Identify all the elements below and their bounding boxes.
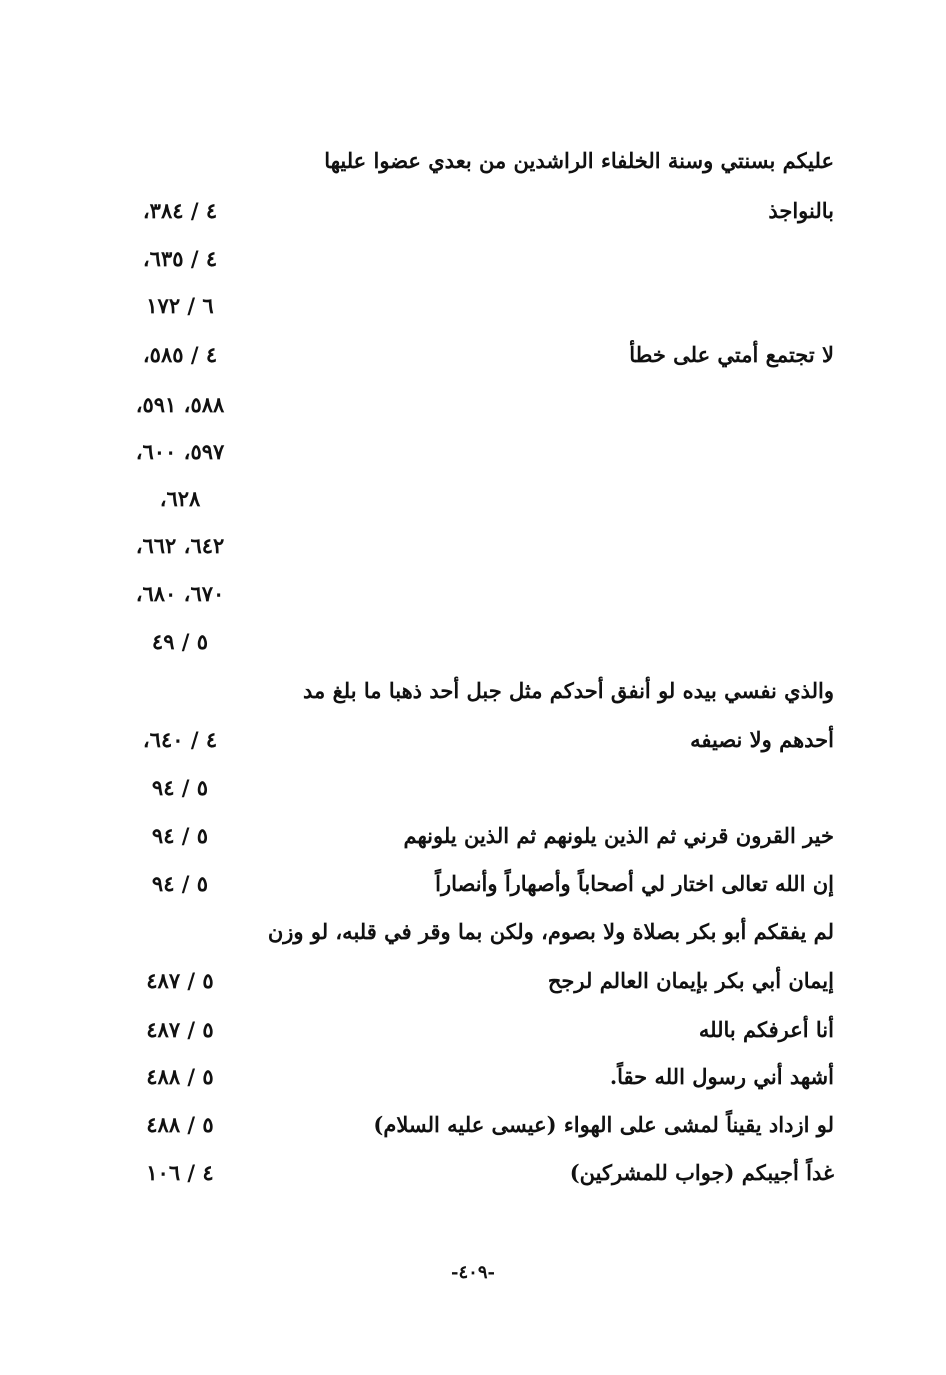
index-entry — [120, 667, 834, 713]
volume-page-reference: ٥ / ٩٤ — [151, 822, 209, 848]
volume-page-reference: ٤ / ٦٣٥، — [142, 245, 218, 271]
index-entry — [120, 716, 834, 762]
index-entry — [120, 618, 834, 664]
volume-page-reference: ٥ / ٤٨٨ — [146, 1063, 214, 1089]
volume-page-reference: ٦٧٠، ٦٨٠، — [135, 580, 225, 606]
index-entry — [120, 331, 834, 377]
index-entry — [120, 908, 834, 954]
index-entry — [120, 187, 834, 233]
volume-page-reference: ٥ / ٩٤ — [151, 870, 209, 896]
index-entry — [120, 428, 834, 474]
volume-page-reference: ٥ / ٤٨٧ — [146, 967, 214, 993]
volume-page-reference: ٥ / ٤٨٨ — [146, 1111, 214, 1137]
hadith-text: بالنواجذ — [768, 197, 834, 223]
hadith-text: والذي نفسي بيده لو أنفق أحدكم مثل جبل أحد ذهبا ما بلغ مد — [303, 677, 834, 703]
index-entry — [120, 1006, 834, 1052]
volume-page-reference: ٤ / ٥٨٥، — [142, 341, 218, 367]
volume-page-reference: ٤ / ٣٨٤، — [142, 197, 218, 223]
page-number: -٤٠٩- — [451, 1262, 495, 1283]
index-entry — [120, 381, 834, 427]
volume-page-reference: ٥ / ٤٩ — [151, 628, 209, 654]
volume-page-reference: ٤ / ٦٤٠، — [142, 726, 218, 752]
volume-page-reference: ٦٤٢، ٦٦٢، — [135, 532, 225, 558]
index-entry — [120, 282, 834, 328]
index-entry — [120, 522, 834, 568]
hadith-text: أنا أعرفكم بالله — [698, 1016, 834, 1042]
index-entry — [120, 1053, 834, 1099]
index-entry — [120, 1149, 834, 1195]
hadith-text: غداً أجيبكم (جواب للمشركين) — [569, 1159, 834, 1185]
hadith-text: عليكم بسنتي وسنة الخلفاء الراشدين من بعدي عضوا عليها — [324, 147, 834, 173]
hadith-text: أشهد أني رسول الله حقاً. — [609, 1063, 834, 1089]
index-entry — [120, 475, 834, 521]
hadith-text: لم يفقكم أبو بكر بصلاة ولا بصوم، ولكن بما وقر في قلبه، لو وزن — [267, 918, 834, 944]
volume-page-reference: ٦٢٨، — [159, 485, 201, 511]
hadith-text: إن الله تعالى اختار لي أصحاباً وأصهاراً وأنصاراً — [435, 870, 834, 896]
volume-page-reference: ٥ / ٤٨٧ — [146, 1016, 214, 1042]
index-entry — [120, 812, 834, 858]
hadith-text: لو ازداد يقيناً لمشى على الهواء (عيسى عليه السلام) — [373, 1111, 834, 1137]
hadith-text: خير القرون قرني ثم الذين يلونهم ثم الذين يلونهم — [403, 822, 834, 848]
volume-page-reference: ٤ / ١٠٦ — [146, 1159, 214, 1185]
index-entry — [120, 860, 834, 906]
hadith-text: إيمان أبي بكر بإيمان العالم لرجح — [547, 967, 834, 993]
index-entry — [120, 1101, 834, 1147]
volume-page-reference: ٦ / ١٧٢ — [146, 292, 214, 318]
volume-page-reference: ٥٨٨، ٥٩١، — [135, 391, 225, 417]
volume-page-reference: ٥٩٧، ٦٠٠، — [135, 438, 225, 464]
index-entry — [120, 957, 834, 1003]
index-entry — [120, 235, 834, 281]
volume-page-reference: ٥ / ٩٤ — [151, 774, 209, 800]
hadith-text: أحدهم ولا نصيفه — [690, 726, 834, 752]
hadith-text: لا تجتمع أمتي على خطأ — [629, 341, 834, 367]
index-entry — [120, 137, 834, 183]
index-entry — [120, 764, 834, 810]
index-entry — [120, 570, 834, 616]
